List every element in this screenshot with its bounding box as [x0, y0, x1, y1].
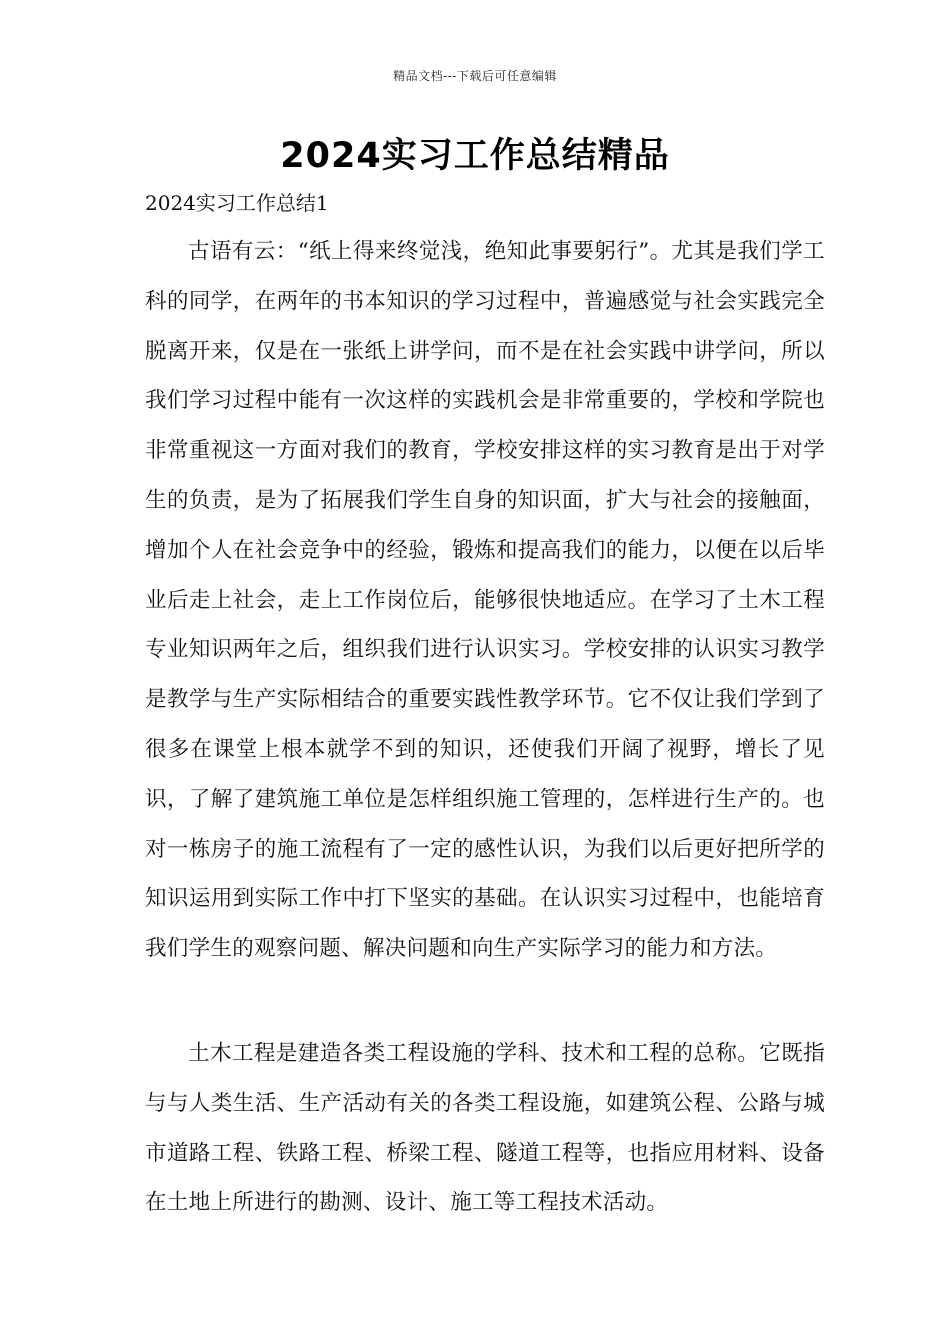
body-paragraph-2: 土木工程是建造各类工程设施的学科、技术和工程的总称。它既指与与人类生活、生产活动有关的各类工程设施，如建筑公程、公路与城市道路工程、铁路工程、桥梁工程、隧道工程等，也指应用材料、设备在土地上所进行的勘测、设计、施工等工程技术活动。	[145, 1041, 825, 1216]
document-title: 2024实习工作总结精品	[280, 136, 670, 176]
header-note: 精品文档---下载后可任意编辑	[393, 69, 557, 83]
body-paragraph-1: 古语有云：“纸上得来终觉浅，绝知此事要躬行”。尤其是我们学工科的同学，在两年的书本知识的学习过程中，普遍感觉与社会实践完全脱离开来，仅是在一张纸上讲学问，而不是在社会实践中讲学问，所以我们学习过程中能有一次这样的实践机会是非常重要的，学校和学院也非常重视这一方面对我们的教育，学校安排这样的实习教育是出于对学生的负责，是为了拓展我们学生自身的知识面，扩大与社会的接触面，增加个人在社会竞争中的经验，锻炼和提高我们的能力，以便在以后毕业后走上社会，走上工作岗位后，能够很快地适应。在学习了土木工程专业知识两年之后，组织我们进行认识实习。学校安排的认识实习教学是教学与生产实际相结合的重要实践性教学环节。它不仅让我们学到了很多在课堂上根本就学不到的知识，还使我们开阔了视野，增长了见识，了解了建筑施工单位是怎样组织施工管理的，怎样进行生产的。也对一栋房子的施工流程有了一定的感性认识，为我们以后更好把所学的知识运用到实际工作中打下坚实的基础。在认识实习过程中，也能培育我们学生的观察问题、解决问题和向生产实际学习的能力和方法。	[145, 239, 825, 962]
section-heading: 2024实习工作总结1	[145, 191, 329, 215]
